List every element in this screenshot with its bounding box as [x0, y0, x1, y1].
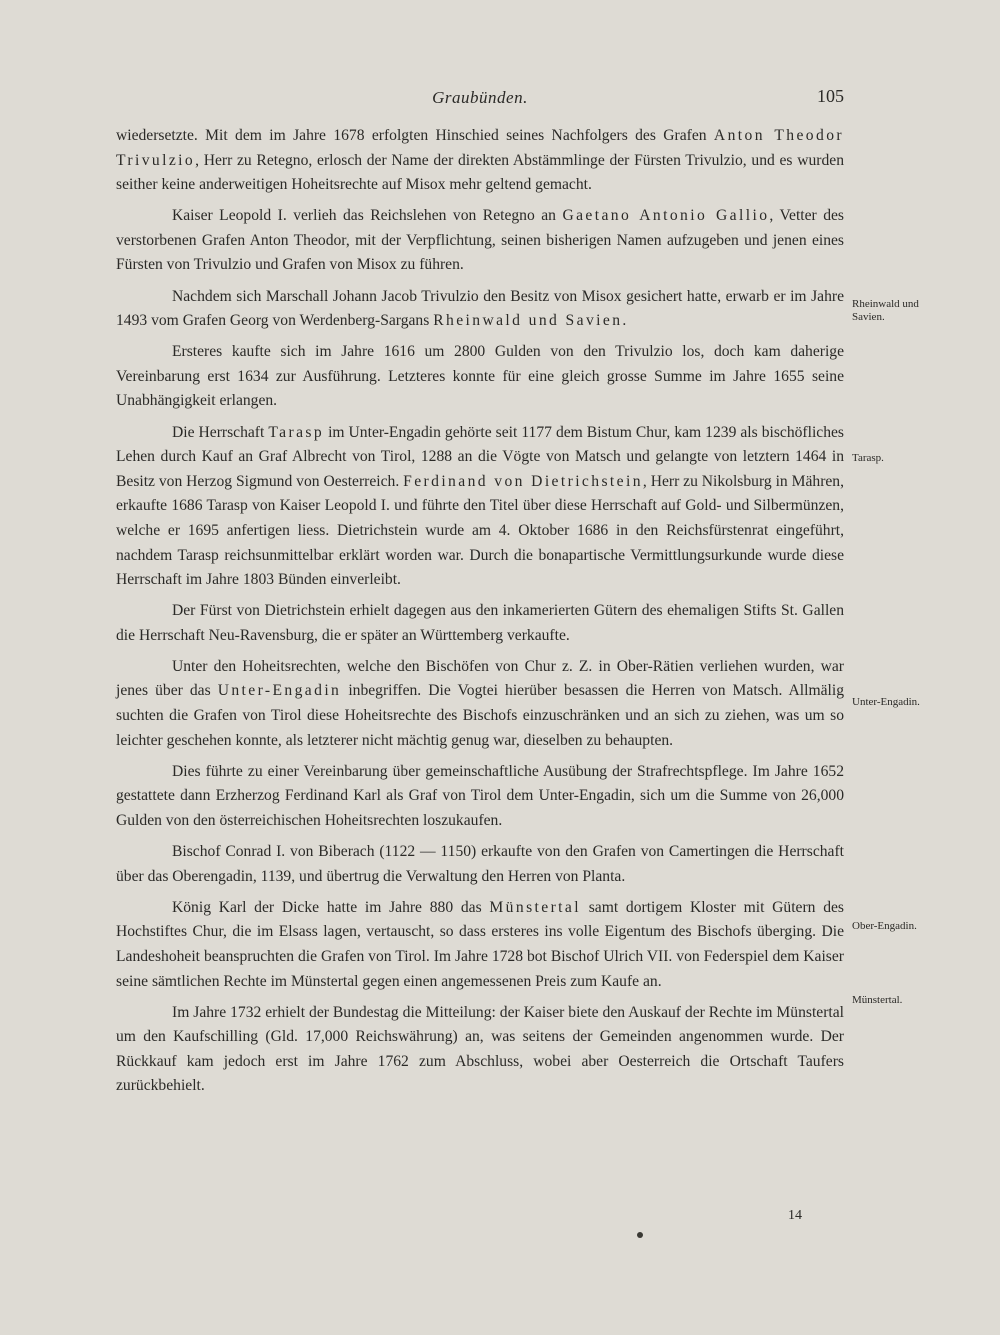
- text-run: im Unter-Engadin gehörte seit 1177 dem Bistum Chur, kam 1239 als bischöfliches Lehen durch Kauf an Graf Albrecht von Tirol, 1288 an die Vögte von Matsch und gelangte von letztern 1464 in Besitz von Herzog Sigmund von Oesterreich.: [116, 423, 844, 490]
- text-run: , Herr zu Nikolsburg in Mähren, erkaufte 1686 Tarasp von Kaiser Leopold I. und führte den Titel über diese Herrschaft auf Gold- und Silbermünzen, welche er 1695 anfertigen liess. Dietrichstein wurde am 4. Oktober 1686 in den Reichsfürstenrat eingeführt, nachdem Tarasp reichsunmittelbar erklärt worden war. Durch die bonapartische Vermittlungsurkunde wurde diese Herrschaft im Jahre 1803 Bünden einverleibt.: [116, 472, 845, 589]
- text-run: Kaiser Leopold I. verlieh das Reichslehen von Retegno an: [172, 207, 563, 225]
- paragraph: [116, 285, 844, 334]
- text-run: Der Fürst von Dietrichstein erhielt dagegen aus den inkamerierten Gütern des ehemaligen Stifts St. Gallen die Herrschaft Neu-Ravensburg, die er später an Württemberg verkaufte.: [116, 602, 844, 644]
- spaced-name: Ferdinand von Dietrichstein: [403, 472, 643, 490]
- text-run: König Karl der Dicke hatte im Jahre 880 das: [172, 898, 490, 916]
- signature-mark: 14: [788, 1208, 802, 1223]
- page-number: 105: [817, 86, 844, 106]
- text-run: Ersteres kaufte sich im Jahre 1616 um 2800 Gulden von den Trivulzio los, doch kam daherige Vereinbarung erst 1634 zur Ausführung. Letzteres konnte für eine gleich grosse Summe im Jahre 1655 seine Unabhängigkeit erlangen.: [116, 343, 844, 410]
- spaced-name: Gaetano Antonio Gallio: [562, 207, 770, 225]
- paragraph: [116, 204, 844, 278]
- margin-note-muenstertal: Münstertal.: [852, 994, 903, 1006]
- text-run: Bischof Conrad I. von Biberach (1122 — 1150) erkaufte von den Grafen von Camertingen die Herrschaft über das Oberengadin, 1139, und übertrug die Verwaltung den Herren von Planta.: [116, 843, 844, 885]
- margin-note-unter-engadin: Unter-Engadin.: [852, 696, 920, 708]
- text-run: Dies führte zu einer Vereinbarung über gemeinschaftliche Ausübung der Strafrechtspflege. Im Jahre 1652 gestattete dann Erzherzog Ferdinand Karl als Graf von Tirol dem Unter-Engadin, sich um die Summe von 26,000 Gulden von den österreichischen Hoheitsrechten loszukaufen.: [116, 762, 844, 829]
- text-run: inbegriffen. Die Vogtei hierüber besassen die Herren von Matsch. Allmälig suchten die Grafen von Tirol diese Hoheitsrechte des Bischofs einzuschränken und an sich zu ziehen, was um so leichter geschehen konnte, als letzterer nicht mächtig genug war, dieselben zu behaupten.: [116, 682, 844, 749]
- paragraph: [116, 840, 844, 889]
- text-run: Im Jahre 1732 erhielt der Bundestag die Mitteilung: der Kaiser biete den Auskauf der Rechte im Münstertal um den Kaufschilling (Gld. 17,000 Reichswährung) an, was seitens der Gemeinden angenommen wurde. Der Rückkauf kam jedoch erst im Jahre 1762 zum Abschluss, wobei aber Oesterreich die Ortschaft Taufers zurückbehielt.: [116, 1003, 844, 1095]
- paragraph: [116, 599, 844, 648]
- paragraph: [116, 340, 844, 414]
- text-run: Die Herrschaft: [172, 423, 269, 441]
- running-title: Graubünden.: [432, 88, 528, 107]
- paragraph: [116, 655, 844, 753]
- paragraph: [116, 124, 844, 198]
- text-run: Nachdem sich Marschall Johann Jacob Trivulzio den Besitz von Misox gesichert hatte, erwarb er im Jahre 1493 vom Grafen Georg von Werdenberg-Sargans: [116, 287, 844, 330]
- body-text: [116, 124, 844, 1105]
- spaced-name: Tarasp: [268, 423, 325, 441]
- text-run: .: [622, 312, 627, 330]
- spaced-name: Unter-Engadin: [217, 682, 342, 700]
- text-run: Unter den Hoheitsrechten, welche den Bischöfen von Chur z. Z. in Ober-Rätien verliehen wurden, war jenes über das: [116, 657, 844, 700]
- margin-note-ober-engadin: Ober-Engadin.: [852, 920, 917, 932]
- spaced-name: Anton Theodor Trivulzio: [116, 127, 844, 169]
- spaced-name: Münstertal: [489, 898, 581, 916]
- text-run: wiedersetzte. Mit dem im Jahre 1678 erfolgten Hinschied seines Nachfolgers des Grafen: [116, 127, 714, 144]
- paragraph: [116, 896, 844, 994]
- paragraph: [116, 421, 844, 593]
- paragraph: [116, 760, 844, 834]
- margin-note-rheinwald: Rheinwald und Savien.: [852, 298, 919, 323]
- text-run: samt dortigem Kloster mit Gütern des Hochstiftes Chur, die im Elsass lagen, vertauscht, so dass ersteres ins volle Eigentum des Bischofs überging. Die Landeshoheit beanspruchten die Grafen von Tirol. Im Jahre 1728 bot Bischof Ulrich VII. von Federspiel dem Kaiser seine sämtlichen Rechte im Münstertal gegen einen angemessenen Preis zum Kaufe an.: [116, 898, 844, 990]
- page-header: [116, 88, 844, 118]
- text-run: , Vetter des verstorbenen Grafen Anton Theodor, mit der Verpflichtung, seinen bisherigen Namen aufzugeben und jenen eines Fürsten von Trivulzio und Grafen von Misox zu führen.: [116, 207, 845, 274]
- text-run: , Herr zu Retegno, erlosch der Name der direkten Abstämmlinge der Fürsten Trivulzio, und es wurden seither keine anderweitigen Hoheitsrechte auf Misox mehr geltend gemacht.: [116, 151, 844, 194]
- paragraph: [116, 1001, 844, 1099]
- ink-dot: [637, 1232, 643, 1238]
- spaced-name: Rheinwald und Savien: [433, 312, 623, 330]
- margin-note-tarasp: Tarasp.: [852, 452, 884, 464]
